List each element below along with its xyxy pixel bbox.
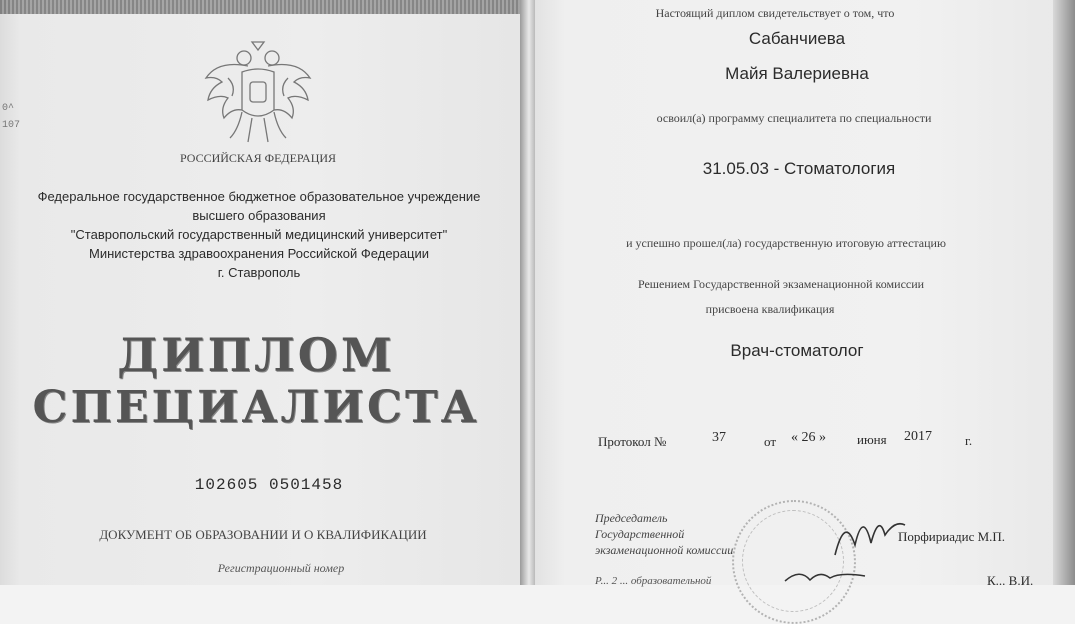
protocol-suffix: г.	[965, 433, 973, 448]
attestation-text: и успешно прошел(ла) государственную итоговую аттестацию	[626, 236, 946, 250]
serial-number: 102605 0501458	[194, 476, 344, 494]
rector-signature-icon	[780, 566, 870, 585]
program-text: освоил(а) программу специалитета по специальности	[656, 111, 932, 125]
commission-text: Решением Государственной экзаменационной комиссии	[637, 277, 925, 291]
institution-line-1: Федеральное государственное бюджетное образовательное учреждение	[37, 189, 481, 204]
left-page	[0, 0, 520, 585]
institution-line-5: г. Ставрополь	[217, 265, 301, 280]
institution-line-2: высшего образования	[192, 208, 326, 223]
diploma-title-line-1: ДИПЛОМ	[117, 328, 395, 382]
protocol-from: от	[764, 434, 777, 449]
institution-line-3: "Ставропольский государственный медицинский университет"	[70, 227, 448, 242]
chair-line-2: Государственной	[595, 527, 685, 541]
side-number-2: 107	[2, 120, 21, 131]
protocol-number: 37	[712, 430, 726, 445]
protocol-day: « 26 »	[791, 430, 826, 445]
qualification: Врач-стоматолог	[730, 341, 864, 360]
page-fold	[520, 0, 535, 585]
chair-name: Порфириадис М.П.	[898, 529, 1006, 544]
protocol-year: 2017	[904, 429, 932, 444]
institution-line-4: Министерства здравоохранения Российской Федерации	[89, 246, 429, 261]
right-page	[535, 0, 1075, 588]
country-label: РОССИЙСКАЯ ФЕДЕРАЦИЯ	[179, 151, 337, 165]
assigned-text: присвоена квалификация	[705, 302, 835, 316]
side-number-1: 0^	[2, 103, 15, 114]
graduate-given-names: Майя Валериевна	[725, 64, 869, 83]
chair-line-3: экзаменационной комиссии	[595, 543, 734, 557]
scan-top-band	[0, 0, 520, 14]
bottom-left-fragment: Р... 2 ... образовательной	[595, 575, 712, 587]
protocol-label: Протокол №	[598, 434, 667, 449]
diploma-title-line-2: СПЕЦИАЛИСТА	[32, 382, 480, 433]
chair-line-1: Председатель	[595, 511, 668, 525]
bottom-right-fragment: К... В.И.	[987, 573, 1034, 588]
protocol-month: июня	[857, 432, 887, 447]
document-caption: ДОКУМЕНТ ОБ ОБРАЗОВАНИИ И О КВАЛИФИКАЦИИ	[99, 527, 427, 542]
registration-caption: Регистрационный номер	[217, 561, 345, 575]
coat-of-arms-icon	[198, 38, 318, 148]
graduate-surname: Сабанчиева	[748, 29, 846, 48]
specialty: 31.05.03 - Стоматология	[702, 159, 896, 178]
scan-right-edge	[1053, 0, 1075, 585]
intro-text: Настоящий диплом свидетельствует о том, что	[655, 6, 895, 20]
